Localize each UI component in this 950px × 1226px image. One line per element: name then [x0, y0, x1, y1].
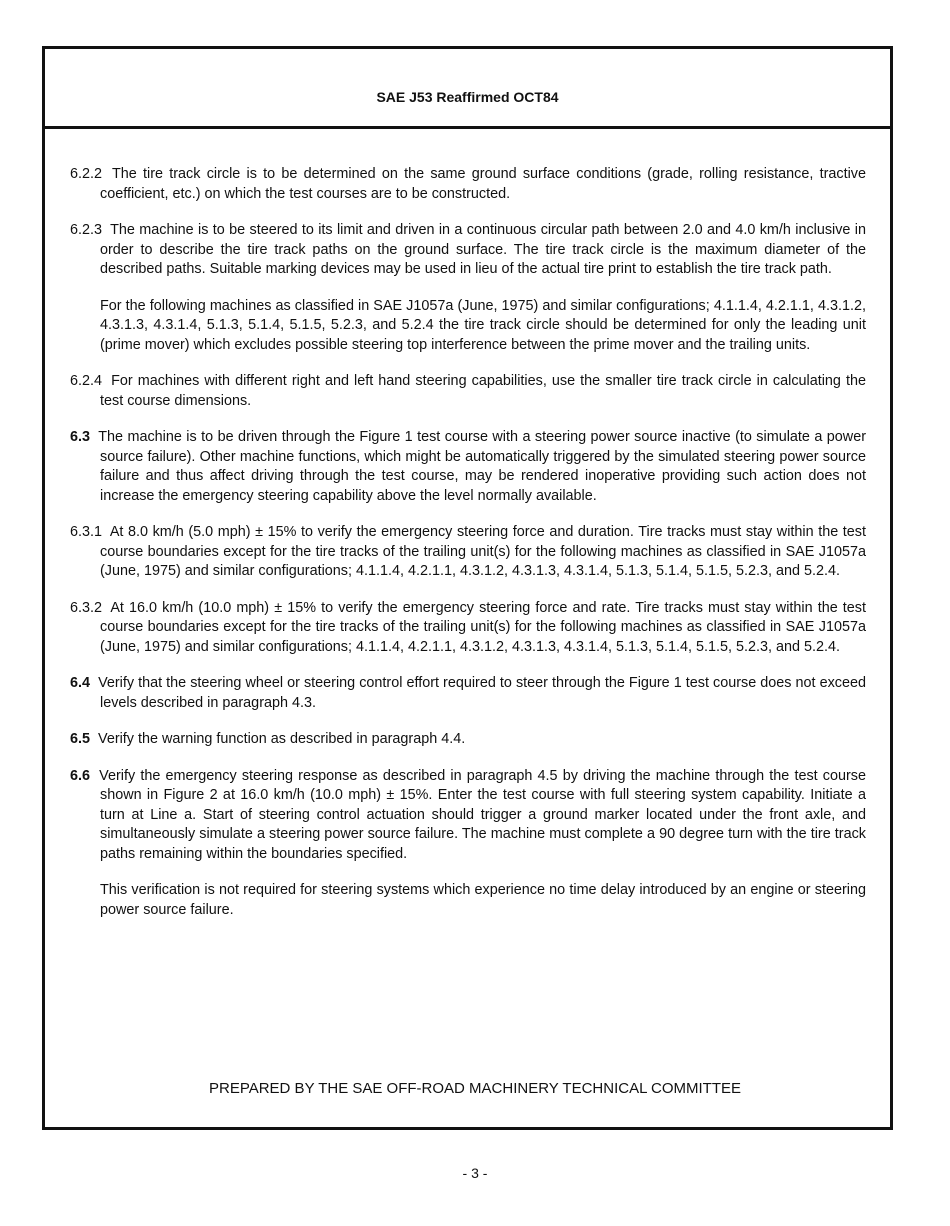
section-6-6 — [70, 767, 866, 865]
section-6-3-2 — [70, 599, 866, 658]
section-6-4 — [70, 674, 866, 713]
section-6-2-3 — [70, 221, 866, 280]
section-6-2-3-continued — [70, 297, 866, 356]
section-text: The machine is to be driven through the Figure 1 test course with a steering power source inactive (to simulate a power source failure). Other machine functions, which might be automatically triggered by the simulated steering power source failure and thus affect driving through the test course, may be rendered inoperative providing such action does not increase the emergency steering capability above the level normally available. — [98, 429, 866, 504]
document-body — [70, 165, 866, 937]
page-number: - 3 - — [462, 1165, 488, 1181]
section-number: 6.3 — [70, 429, 91, 445]
section-6-3 — [70, 428, 866, 506]
section-number: 6.5 — [70, 731, 91, 747]
header-band — [45, 49, 890, 129]
section-number: 6.6 — [70, 767, 91, 784]
section-text: This verification is not required for steering systems which experience no time delay introduced by an engine or steering power source failure. — [100, 882, 866, 918]
section-6-3-1 — [70, 523, 866, 582]
section-number: 6.2.3 — [70, 222, 103, 238]
prepared-by-line: PREPARED BY THE SAE OFF-ROAD MACHINERY TECHNICAL COMMITTEE — [208, 1080, 742, 1097]
section-6-5 — [70, 730, 866, 750]
document-title: SAE J53 Reaffirmed OCT84 — [376, 89, 559, 105]
section-text: The machine is to be steered to its limit and driven in a continuous circular path between 2.0 and 4.0 km/h inclusive in order to describe the tire track paths on the ground surface. The tire track circle is the maximum diameter of the described paths. Suitable marking devices may be used in lieu of the actual tire print to establish the tire track path. — [100, 222, 866, 277]
section-number: 6.3.2 — [70, 599, 103, 616]
section-6-2-4 — [70, 372, 866, 411]
section-text: Verify the warning function as described in paragraph 4.4. — [98, 731, 466, 747]
section-text: Verify the emergency steering response as described in paragraph 4.5 by driving the machine through the test course shown in Figure 2 at 16.0 km/h (10.0 mph) ± 15%. Enter the test course with full steering system capability. Initiate a turn at Line a. Start of steering control actuation should trigger a ground marker located under the front axle, and simultaneously simulate a steering power source failure. The machine must complete a 90 degree turn with the tire track paths remaining within the boundaries specified. — [99, 767, 866, 862]
section-text: At 16.0 km/h (10.0 mph) ± 15% to verify the emergency steering force and rate. Tire tracks must stay within the test course boundaries except for the tire tracks of the trailing unit(s) for the following machines as classified in SAE J1057a (June, 1975) and similar configurations; 4.1.1.4, 4.2.1.1, 4.3.1.2, 4.3.1.3, 4.3.1.4, 5.1.3, 5.1.4, 5.1.5, 5.2.3, and 5.2.4. — [100, 599, 866, 655]
section-text: For machines with different right and left hand steering capabilities, use the smaller tire track circle in calculating the test course dimensions. — [100, 373, 866, 409]
section-number: 6.3.1 — [70, 524, 103, 540]
section-number: 6.4 — [70, 675, 91, 691]
section-6-2-2 — [70, 165, 866, 204]
section-text: For the following machines as classified in SAE J1057a (June, 1975) and similar configurations; 4.1.1.4, 4.2.1.1, 4.3.1.2, 4.3.1.3, 4.3.1.4, 5.1.3, 5.1.4, 5.1.5, 5.2.3, and 5.2.4 the tire track circle should be determined for only the leading unit (prime mover) which excludes possible steering top interference between the prime mover and the trailing units. — [100, 297, 866, 353]
section-number: 6.2.2 — [70, 166, 103, 182]
section-text: Verify that the steering wheel or steering control effort required to steer through the Figure 1 test course does not exceed levels described in paragraph 4.3. — [98, 675, 866, 711]
section-text: The tire track circle is to be determined on the same ground surface conditions (grade, rolling resistance, tractive coefficient, etc.) on which the test courses are to be constructed. — [100, 166, 866, 202]
section-text: At 8.0 km/h (5.0 mph) ± 15% to verify the emergency steering force and duration. Tire tracks must stay within the test course boundaries except for the tire tracks of the trailing unit(s) for the following machines as classified in SAE J1057a (June, 1975) and similar configurations; 4.1.1.4, 4.2.1.1, 4.3.1.2, 4.3.1.3, 4.3.1.4, 5.1.3, 5.1.4, 5.1.5, 5.2.3, and 5.2.4. — [100, 524, 866, 579]
section-number: 6.2.4 — [70, 373, 103, 389]
section-6-6-continued — [70, 881, 866, 920]
